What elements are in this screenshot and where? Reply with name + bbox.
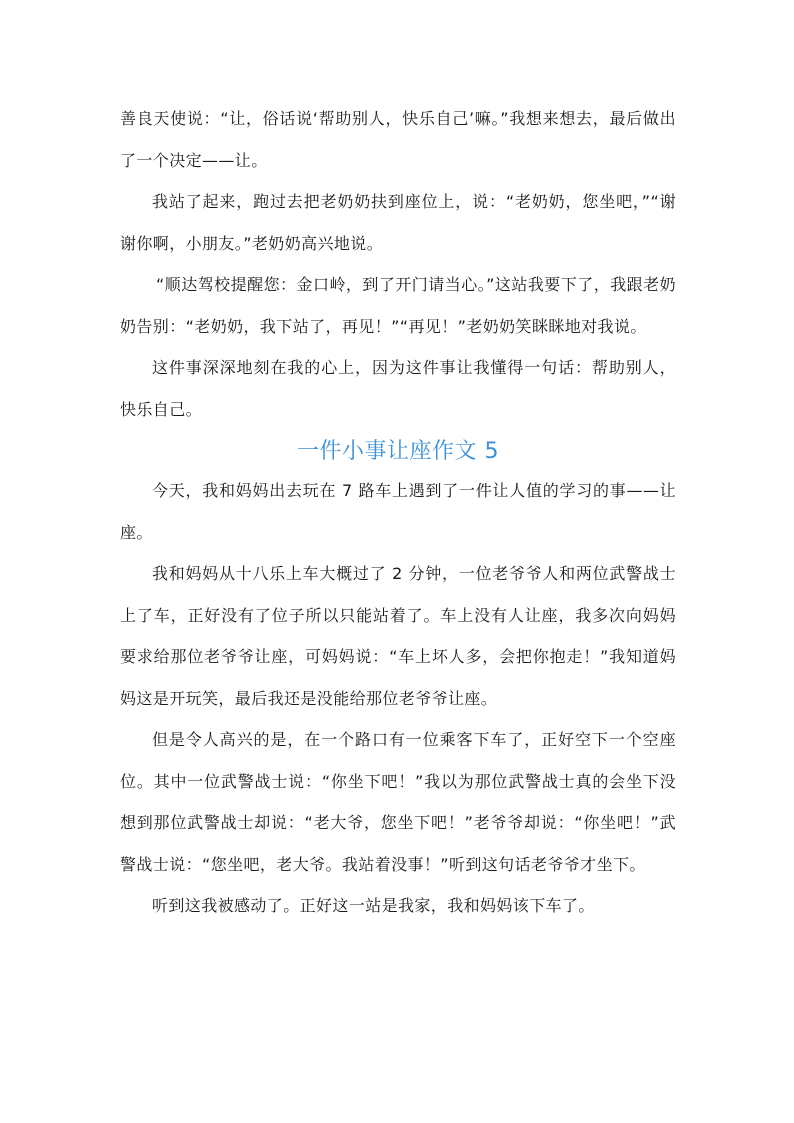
paragraph-continued: 善良天使说：“让，俗话说‘帮助别人，快乐自己’嘛。”我想来想去，最后做出了一个决定——让。 bbox=[120, 109, 676, 170]
paragraph: 但是令人高兴的是，在一个路口有一位乘客下车了，正好空下一个空座位。其中一位武警战士说：“你坐下吧！”我以为那位武警战士真的会坐下没想到那位武警战士却说：“老大爷，您坐下吧！”老爷爷却说：“你坐吧！”武警战士说：“您坐吧，老大爷。我站着没事！”听到这句话老爷爷才坐下。 bbox=[120, 730, 676, 874]
paragraph: 今天，我和妈妈出去玩在 7 路车上遇到了一件让人值的学习的事——让座。 bbox=[120, 481, 676, 542]
section-heading: 一件小事让座作文 5 bbox=[297, 439, 499, 464]
paragraph: 听到这我被感动了。正好这一站是我家，我和妈妈该下车了。 bbox=[152, 896, 595, 915]
paragraph: 这件事深深地刻在我的心上，因为这件事让我懂得一句话：帮助别人，快乐自己。 bbox=[120, 358, 676, 419]
paragraph: “顺达驾校提醒您：金口岭，到了开门请当心。”这站我要下了，我跟老奶奶告别：“老奶奶，我下站了，再见！”“再见！”老奶奶笑眯眯地对我说。 bbox=[120, 275, 676, 336]
paragraph: 我站了起来，跑过去把老奶奶扶到座位上，说：“老奶奶，您坐吧，”“谢谢你啊，小朋友。”老奶奶高兴地说。 bbox=[120, 192, 676, 253]
paragraph: 我和妈妈从十八乐上车大概过了 2 分钟，一位老爷爷人和两位武警战士上了车，正好没有了位子所以只能站着了。车上没有人让座，我多次向妈妈要求给那位老爷爷让座，可妈妈说：“车上坏人多，会把你抱走！”我知道妈妈这是开玩笑，最后我还是没能给那位老爷爷让座。 bbox=[120, 564, 676, 708]
document-body bbox=[120, 98, 676, 927]
